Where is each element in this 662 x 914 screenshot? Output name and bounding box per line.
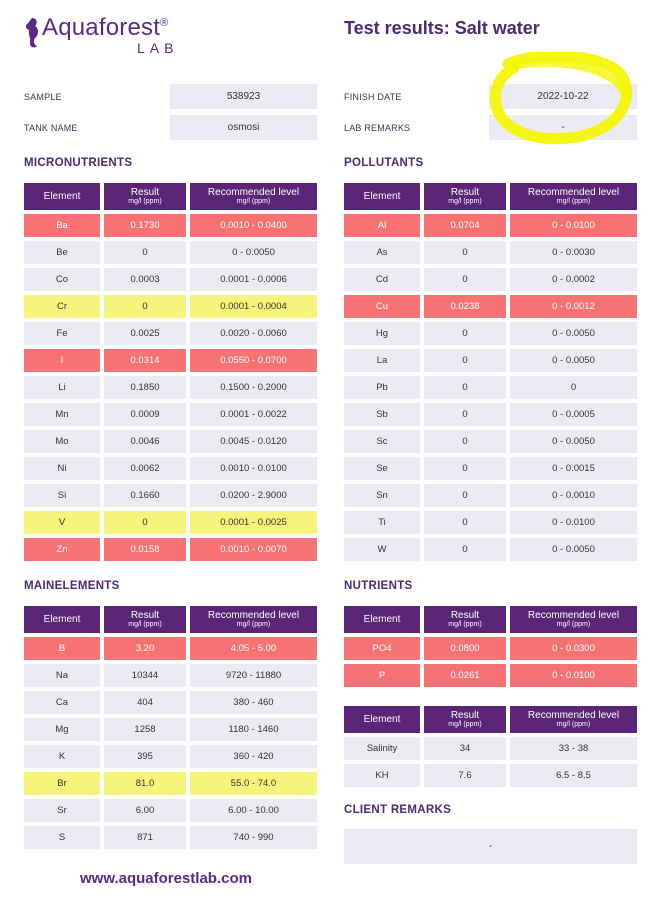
table-row [344, 214, 637, 237]
result-cell: 0 [424, 484, 506, 507]
element-cell: Al [344, 214, 420, 237]
lab-remarks-value: - [489, 115, 637, 140]
recommended-cell: 0 - 0.0050 [190, 241, 317, 264]
recommended-cell: 55.0 - 74.0 [190, 772, 317, 795]
table-header-row [344, 606, 637, 633]
result-cell: 0 [424, 349, 506, 372]
table-row [344, 637, 637, 660]
result-cell: 3.20 [104, 637, 186, 660]
table-row [24, 538, 317, 561]
client-remarks-title: CLIENT REMARKS [344, 804, 452, 816]
element-cell: P [344, 664, 420, 687]
table-row [24, 430, 317, 453]
element-cell: K [24, 745, 100, 768]
result-cell: 0 [424, 241, 506, 264]
result-cell: 0 [424, 268, 506, 291]
recommended-cell: 0 - 0.0050 [510, 430, 637, 453]
header-unit-label: mg/l (ppm) [236, 197, 271, 205]
table-row [24, 403, 317, 426]
micronutrients-title: MICRONUTRIENTS [24, 157, 133, 169]
table-row [344, 664, 637, 687]
recommended-cell: 0 - 0.0050 [510, 349, 637, 372]
result-cell: 0 [104, 241, 186, 264]
table-header-row [24, 183, 317, 210]
table-row [24, 457, 317, 480]
lab-remarks-label: LAB REMARKS [344, 123, 411, 133]
recommended-cell: 33 - 38 [510, 737, 637, 760]
recommended-cell: 0 - 0.0100 [510, 214, 637, 237]
recommended-cell: 4.05 - 5.00 [190, 637, 317, 660]
pollutants-title: POLLUTANTS [344, 157, 424, 169]
recommended-cell: 0 - 0.0005 [510, 403, 637, 426]
element-cell: Li [24, 376, 100, 399]
table-row [24, 745, 317, 768]
result-cell: 6.00 [104, 799, 186, 822]
element-cell: Br [24, 772, 100, 795]
result-cell: 404 [104, 691, 186, 714]
recommended-cell: 360 - 420 [190, 745, 317, 768]
header-element: Element [344, 183, 420, 210]
table-row [344, 241, 637, 264]
header-unit-label: mg/l (ppm) [128, 620, 162, 628]
result-cell: 0.0003 [104, 268, 186, 291]
header-element: Element [24, 183, 100, 210]
header-result-label: Result [450, 186, 480, 198]
header-result-label: Result [450, 609, 480, 621]
element-cell: Se [344, 457, 420, 480]
finish-date-label: FINISH DATE [344, 92, 402, 102]
table-row [344, 511, 637, 534]
recommended-cell: 0 - 0.0015 [510, 457, 637, 480]
header-result [424, 706, 506, 733]
table-row [24, 664, 317, 687]
table-row [24, 799, 317, 822]
header-unit-label: mg/l (ppm) [556, 197, 591, 205]
header-unit-label: mg/l (ppm) [128, 197, 162, 205]
pollutants-table [340, 179, 641, 565]
header-result-label: Result [450, 709, 480, 721]
header-recommended [510, 606, 637, 633]
element-cell: PO4 [344, 637, 420, 660]
header-recommended-label: Recommended level [207, 609, 300, 621]
header-recommended-label: Recommended level [207, 186, 300, 198]
table-row [24, 718, 317, 741]
element-cell: Be [24, 241, 100, 264]
result-cell: 0 [424, 457, 506, 480]
parameters-table [340, 702, 641, 791]
header-result [424, 183, 506, 210]
header-element: Element [344, 706, 420, 733]
header-recommended [510, 183, 637, 210]
element-cell: Ba [24, 214, 100, 237]
recommended-cell: 0.0001 - 0.0022 [190, 403, 317, 426]
header-result [104, 183, 186, 210]
element-cell: Sb [344, 403, 420, 426]
header-unit-label: mg/l (ppm) [236, 620, 271, 628]
header-unit-label: mg/l (ppm) [448, 197, 482, 205]
result-cell: 0.1730 [104, 214, 186, 237]
element-cell: Zn [24, 538, 100, 561]
header-recommended-label: Recommended level [527, 186, 620, 198]
element-cell: Cu [344, 295, 420, 318]
recommended-cell: 0.0010 - 0.0070 [190, 538, 317, 561]
result-cell: 0.0025 [104, 322, 186, 345]
header-recommended [190, 183, 317, 210]
element-cell: Si [24, 484, 100, 507]
header-result-label: Result [130, 609, 160, 621]
element-cell: Pb [344, 376, 420, 399]
element-cell: KH [344, 764, 420, 787]
element-cell: W [344, 538, 420, 561]
recommended-cell: 0.0010 - 0.0400 [190, 214, 317, 237]
element-cell: Co [24, 268, 100, 291]
recommended-cell: 0 - 0.0300 [510, 637, 637, 660]
table-row [24, 241, 317, 264]
element-cell: Mg [24, 718, 100, 741]
recommended-cell: 0 - 0.0030 [510, 241, 637, 264]
micronutrients-table [20, 179, 321, 565]
result-cell: 0 [424, 322, 506, 345]
recommended-cell: 740 - 990 [190, 826, 317, 849]
element-cell: S [24, 826, 100, 849]
table-header-row [24, 606, 317, 633]
result-cell: 0.0009 [104, 403, 186, 426]
recommended-cell: 380 - 460 [190, 691, 317, 714]
tank-name-label: TANK NAME [24, 123, 78, 133]
result-cell: 0 [424, 376, 506, 399]
result-cell: 0.1660 [104, 484, 186, 507]
header-recommended [510, 706, 637, 733]
element-cell: Sr [24, 799, 100, 822]
element-cell: Salinity [344, 737, 420, 760]
header-recommended [190, 606, 317, 633]
result-cell: 0 [424, 430, 506, 453]
result-cell: 34 [424, 737, 506, 760]
table-row [24, 322, 317, 345]
tank-name-value: osmosi [170, 115, 317, 140]
element-cell: Ca [24, 691, 100, 714]
result-cell: 0.0800 [424, 637, 506, 660]
result-cell: 0.0704 [424, 214, 506, 237]
mainelements-table [20, 602, 321, 853]
element-cell: La [344, 349, 420, 372]
element-cell: B [24, 637, 100, 660]
recommended-cell: 9720 - 11880 [190, 664, 317, 687]
header-result [424, 606, 506, 633]
header-unit-label: mg/l (ppm) [556, 620, 591, 628]
recommended-cell: 0.0001 - 0.0025 [190, 511, 317, 534]
header-result [104, 606, 186, 633]
result-cell: 10344 [104, 664, 186, 687]
header-recommended-label: Recommended level [527, 709, 620, 721]
element-cell: Mn [24, 403, 100, 426]
seahorse-icon [22, 16, 42, 50]
header-unit-label: mg/l (ppm) [448, 620, 482, 628]
client-remarks-value: - [344, 829, 637, 864]
recommended-cell: 0.0010 - 0.0100 [190, 457, 317, 480]
result-cell: 0 [104, 511, 186, 534]
table-row [344, 376, 637, 399]
result-cell: 0 [424, 511, 506, 534]
recommended-cell: 0.0001 - 0.0006 [190, 268, 317, 291]
table-row [24, 484, 317, 507]
element-cell: Cr [24, 295, 100, 318]
result-cell: 1258 [104, 718, 186, 741]
table-row [344, 430, 637, 453]
recommended-cell: 0 - 0.0010 [510, 484, 637, 507]
result-cell: 0.0158 [104, 538, 186, 561]
recommended-cell: 0 [510, 376, 637, 399]
element-cell: I [24, 349, 100, 372]
finish-date-value: 2022-10-22 [489, 84, 637, 109]
element-cell: Na [24, 664, 100, 687]
recommended-cell: 0 - 0.0100 [510, 511, 637, 534]
nutrients-title: NUTRIENTS [344, 580, 413, 592]
table-header-row [344, 706, 637, 733]
recommended-cell: 0 - 0.0100 [510, 664, 637, 687]
sample-label: SAMPLE [24, 92, 62, 102]
recommended-cell: 1180 - 1460 [190, 718, 317, 741]
result-cell: 0.0314 [104, 349, 186, 372]
page-title: Test results: Salt water [344, 18, 540, 38]
result-cell: 395 [104, 745, 186, 768]
element-cell: Mo [24, 430, 100, 453]
header-element: Element [344, 606, 420, 633]
recommended-cell: 0.0001 - 0.0004 [190, 295, 317, 318]
header-result-label: Result [130, 186, 160, 198]
table-row [24, 691, 317, 714]
table-header-row [344, 183, 637, 210]
table-row [344, 764, 637, 787]
table-row [344, 349, 637, 372]
result-cell: 0.1850 [104, 376, 186, 399]
mainelements-title: MAINELEMENTS [24, 580, 120, 592]
element-cell: Sc [344, 430, 420, 453]
result-cell: 871 [104, 826, 186, 849]
recommended-cell: 0.1500 - 0.2000 [190, 376, 317, 399]
recommended-cell: 0.0550 - 0.0700 [190, 349, 317, 372]
result-cell: 81.0 [104, 772, 186, 795]
table-row [344, 457, 637, 480]
result-cell: 0.0046 [104, 430, 186, 453]
result-cell: 0 [424, 538, 506, 561]
recommended-cell: 0 - 0.0050 [510, 538, 637, 561]
header-recommended-label: Recommended level [527, 609, 620, 621]
element-cell: Fe [24, 322, 100, 345]
result-cell: 0.0062 [104, 457, 186, 480]
result-cell: 7.6 [424, 764, 506, 787]
highlight-circle-annotation [488, 52, 636, 152]
table-row [344, 484, 637, 507]
element-cell: As [344, 241, 420, 264]
table-row [344, 322, 637, 345]
table-row [24, 511, 317, 534]
recommended-cell: 0.0045 - 0.0120 [190, 430, 317, 453]
result-cell: 0 [424, 403, 506, 426]
element-cell: Cd [344, 268, 420, 291]
table-row [24, 772, 317, 795]
nutrients-table [340, 602, 641, 691]
table-row [24, 826, 317, 849]
table-row [24, 376, 317, 399]
result-cell: 0.0261 [424, 664, 506, 687]
table-row [24, 214, 317, 237]
element-cell: Sn [344, 484, 420, 507]
table-row [344, 737, 637, 760]
result-cell: 0.0238 [424, 295, 506, 318]
recommended-cell: 0 - 0.0002 [510, 268, 637, 291]
recommended-cell: 6.5 - 8.5 [510, 764, 637, 787]
table-row [24, 637, 317, 660]
sample-value: 538923 [170, 84, 317, 109]
recommended-cell: 6.00 - 10.00 [190, 799, 317, 822]
element-cell: V [24, 511, 100, 534]
table-row [24, 268, 317, 291]
aquaforest-logo: Aquaforest® LAB [22, 14, 222, 58]
element-cell: Ti [344, 511, 420, 534]
recommended-cell: 0 - 0.0012 [510, 295, 637, 318]
header-unit-label: mg/l (ppm) [448, 720, 482, 728]
recommended-cell: 0.0200 - 2.9000 [190, 484, 317, 507]
table-row [24, 295, 317, 318]
element-cell: Ni [24, 457, 100, 480]
result-cell: 0 [104, 295, 186, 318]
recommended-cell: 0 - 0.0050 [510, 322, 637, 345]
table-row [24, 349, 317, 372]
table-row [344, 268, 637, 291]
recommended-cell: 0.0020 - 0.0060 [190, 322, 317, 345]
table-row [344, 538, 637, 561]
website-link[interactable]: www.aquaforestlab.com [80, 870, 252, 887]
table-row [344, 403, 637, 426]
header-unit-label: mg/l (ppm) [556, 720, 591, 728]
element-cell: Hg [344, 322, 420, 345]
table-row [344, 295, 637, 318]
header-element: Element [24, 606, 100, 633]
